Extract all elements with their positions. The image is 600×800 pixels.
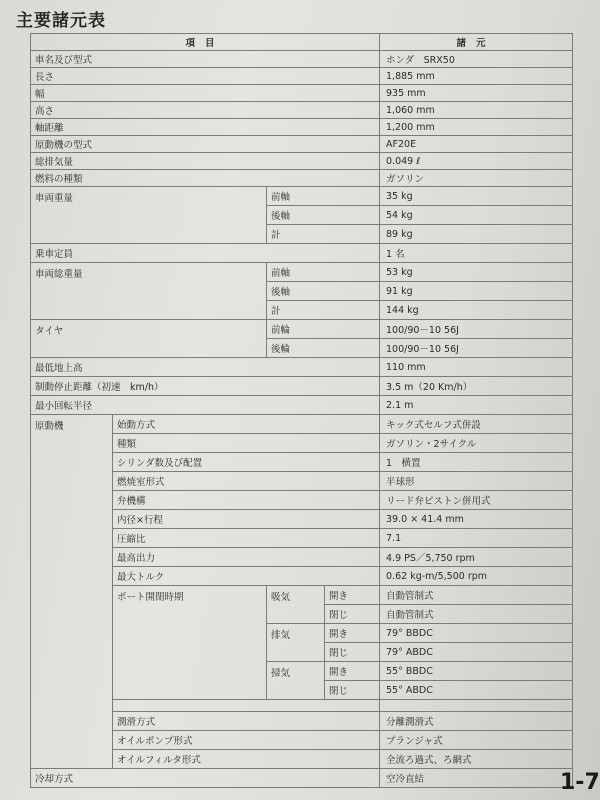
table-row xyxy=(31,769,573,788)
scav-label: 掃気 xyxy=(267,662,325,700)
table-row xyxy=(31,136,573,153)
table-row xyxy=(31,548,573,567)
spacer-value xyxy=(380,700,573,712)
bore-value: 39.0 × 41.4 mm xyxy=(380,510,573,529)
table-row xyxy=(31,153,573,170)
table-row xyxy=(31,434,573,453)
intake-close-label: 閉じ xyxy=(325,605,380,624)
gross-rear-value: 91 kg xyxy=(380,282,573,301)
tire-front-label: 前輪 xyxy=(267,320,380,339)
tire-rear-label: 後輪 xyxy=(267,339,380,358)
engine-type-value: AF20E xyxy=(380,136,573,153)
table-row xyxy=(31,187,573,206)
table-row xyxy=(31,750,573,769)
cooling-label: 冷却方式 xyxy=(31,769,380,788)
table-row xyxy=(31,491,573,510)
scav-close-value: 55° ABDC xyxy=(380,681,573,700)
table-row xyxy=(31,377,573,396)
page-number: 1-7 xyxy=(560,770,600,795)
capacity-value: 1 名 xyxy=(380,244,573,263)
height-value: 1,060 mm xyxy=(380,102,573,119)
weight-total-label: 計 xyxy=(267,225,380,244)
wheelbase-value: 1,200 mm xyxy=(380,119,573,136)
table-row xyxy=(31,170,573,187)
table-row xyxy=(31,68,573,85)
displacement-value: 0.049 ℓ xyxy=(380,153,573,170)
cooling-value: 空冷直結 xyxy=(380,769,573,788)
comp-label: 圧縮比 xyxy=(113,529,380,548)
table-row xyxy=(31,567,573,586)
kind-label: 種類 xyxy=(113,434,380,453)
table-row xyxy=(31,586,573,605)
gross-front-label: 前軸 xyxy=(267,263,380,282)
table-row xyxy=(31,529,573,548)
braking-value: 3.5 m（20 Km/h） xyxy=(380,377,573,396)
model-label: 車名及び型式 xyxy=(31,51,380,68)
valve-value: リード弁ピストン併用式 xyxy=(380,491,573,510)
table-header-row xyxy=(31,34,573,51)
length-value: 1,885 mm xyxy=(380,68,573,85)
table-row xyxy=(31,396,573,415)
filter-label: オイルフィルタ形式 xyxy=(113,750,380,769)
torque-value: 0.62 kg-m/5,500 rpm xyxy=(380,567,573,586)
table-row xyxy=(31,244,573,263)
intake-close-value: 自動管制式 xyxy=(380,605,573,624)
gross-label: 車両総重量 xyxy=(31,263,267,320)
exhaust-close-label: 閉じ xyxy=(325,643,380,662)
intake-open-label: 開き xyxy=(325,586,380,605)
length-label: 長さ xyxy=(31,68,380,85)
exhaust-open-label: 開き xyxy=(325,624,380,643)
scav-open-label: 開き xyxy=(325,662,380,681)
lube-label: 潤滑方式 xyxy=(113,712,380,731)
table-row xyxy=(31,119,573,136)
tire-front-value: 100/90－10 56J xyxy=(380,320,573,339)
table-row xyxy=(31,85,573,102)
tire-label: タイヤ xyxy=(31,320,267,358)
port-label: ポート開閉時期 xyxy=(113,586,267,700)
start-value: キック式セルフ式併設 xyxy=(380,415,573,434)
comp-value: 7.1 xyxy=(380,529,573,548)
torque-label: 最大トルク xyxy=(113,567,380,586)
table-row xyxy=(31,510,573,529)
valve-label: 弁機構 xyxy=(113,491,380,510)
filter-value: 全流ろ過式、ろ網式 xyxy=(380,750,573,769)
displacement-label: 総排気量 xyxy=(31,153,380,170)
table-row xyxy=(31,51,573,68)
table-row xyxy=(31,102,573,119)
power-label: 最高出力 xyxy=(113,548,380,567)
tire-rear-value: 100/90－10 56J xyxy=(380,339,573,358)
weight-front-value: 35 kg xyxy=(380,187,573,206)
table-row xyxy=(31,472,573,491)
intake-label: 吸気 xyxy=(267,586,325,624)
scav-close-label: 閉じ xyxy=(325,681,380,700)
pump-label: オイルポンプ形式 xyxy=(113,731,380,750)
lube-value: 分離潤滑式 xyxy=(380,712,573,731)
table-row xyxy=(31,415,573,434)
engine-label: 原動機 xyxy=(31,415,113,769)
weight-total-value: 89 kg xyxy=(380,225,573,244)
width-value: 935 mm xyxy=(380,85,573,102)
cyl-label: シリンダ数及び配置 xyxy=(113,453,380,472)
gross-total-label: 計 xyxy=(267,301,380,320)
height-label: 高さ xyxy=(31,102,380,119)
table-row xyxy=(31,358,573,377)
exhaust-label: 排気 xyxy=(267,624,325,662)
gross-front-value: 53 kg xyxy=(380,263,573,282)
turning-value: 2.1 m xyxy=(380,396,573,415)
kind-value: ガソリン・2サイクル xyxy=(380,434,573,453)
scav-open-value: 55° BBDC xyxy=(380,662,573,681)
ground-value: 110 mm xyxy=(380,358,573,377)
intake-open-value: 自動管制式 xyxy=(380,586,573,605)
pump-value: プランジャ式 xyxy=(380,731,573,750)
model-value: ホンダ SRX50 xyxy=(380,51,573,68)
bore-label: 内径×行程 xyxy=(113,510,380,529)
header-item: 項目 xyxy=(31,34,380,51)
wheelbase-label: 軸距離 xyxy=(31,119,380,136)
capacity-label: 乗車定員 xyxy=(31,244,380,263)
width-label: 幅 xyxy=(31,85,380,102)
weight-rear-label: 後軸 xyxy=(267,206,380,225)
exhaust-close-value: 79° ABDC xyxy=(380,643,573,662)
table-row xyxy=(31,731,573,750)
page-title: 主要諸元表 xyxy=(16,11,106,31)
power-value: 4.9 PS／5,750 rpm xyxy=(380,548,573,567)
table-row xyxy=(31,320,573,339)
braking-label: 制動停止距離（初速 km/h） xyxy=(31,377,380,396)
table-row xyxy=(31,263,573,282)
ground-label: 最低地上高 xyxy=(31,358,380,377)
gross-rear-label: 後軸 xyxy=(267,282,380,301)
weight-label: 車両重量 xyxy=(31,187,267,244)
fuel-label: 燃料の種類 xyxy=(31,170,380,187)
table-row xyxy=(31,700,573,712)
weight-front-label: 前軸 xyxy=(267,187,380,206)
comb-label: 燃焼室形式 xyxy=(113,472,380,491)
fuel-value: ガソリン xyxy=(380,170,573,187)
engine-type-label: 原動機の型式 xyxy=(31,136,380,153)
comb-value: 半球形 xyxy=(380,472,573,491)
gross-total-value: 144 kg xyxy=(380,301,573,320)
table-row xyxy=(31,453,573,472)
table-row xyxy=(31,712,573,731)
spacer-cell xyxy=(113,700,380,712)
turning-label: 最小回転半径 xyxy=(31,396,380,415)
exhaust-open-value: 79° BBDC xyxy=(380,624,573,643)
spec-table xyxy=(30,33,573,788)
start-label: 始動方式 xyxy=(113,415,380,434)
weight-rear-value: 54 kg xyxy=(380,206,573,225)
header-spec: 諸元 xyxy=(380,34,573,51)
cyl-value: 1 横置 xyxy=(380,453,573,472)
